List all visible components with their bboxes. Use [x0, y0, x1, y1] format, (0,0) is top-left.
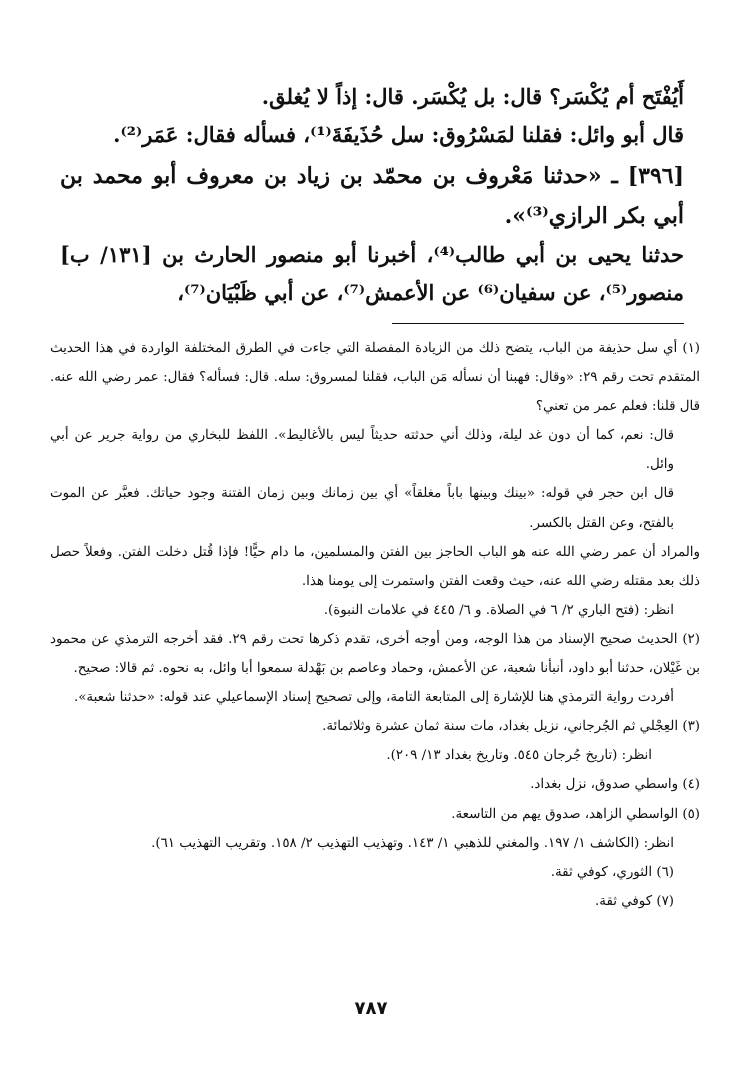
hadith-heading: [٣٩٦] ـ «حدثنا مَعْروف بن محمّد بن زياد بن معروف أبو محمد بن أبي بكر الرازي⁽³⁾».: [60, 163, 684, 229]
main-text: [60, 78, 684, 312]
main-line-2: قال أبو وائل: فقلنا لمَسْرُوق: سل حُذَيفَةَ⁽¹⁾، فسأله فقال: عَمَر⁽²⁾.: [113, 122, 684, 147]
footnote-5: (٥) الواسطي الزاهد، صدوق يهم من التاسعة.: [451, 806, 700, 822]
footnote-1-ibn-hajar: قال ابن حجر في قوله: «بينك وبينها باباً مغلقاً» أي بين زمانك وبين زمان الفتنة وجود حياتك. فعبَّر عن الموت بالفتح، وعن القتل بالكسر.: [50, 486, 674, 531]
footnotes: [50, 334, 700, 916]
footnote-6: (٦) الثوري، كوفي ثقة.: [550, 864, 674, 880]
footnote-2: (٢) الحديث صحيح الإسناد من هذا الوجه، ومن أوجه أخرى، تقدم ذكرها تحت رقم ٢٩. فقد أخرجه الترمذي عن محمود بن غَيْلان، حدثنا أبو داود، أنبأنا شعبة، عن الأعمش، وحماد وعاصم بن بَهْدلة سمعوا أبا وائل، به نحوه. ثم قالا: صحيح.: [50, 631, 700, 677]
footnote-7: (٧) كوفي ثقة.: [595, 893, 674, 909]
footnote-1-cont: قال: نعم، كما أن دون غد ليلة، وذلك أني حدثته حديثاً ليس بالأغاليط». اللفظ للبخاري من رواية جرير عن أبي وائل.: [50, 428, 674, 473]
main-line-1: أَيُفْتَح أم يُكْسَر؟ قال: بل يُكْسَر. قال: إذاً لا يُغلق.: [261, 84, 684, 109]
footnote-1-ref: انظر: (فتح الباري ٢/ ٦ في الصلاة. و ٦/ ٤٤٥ في علامات النبوة).: [323, 602, 674, 618]
footnote-1: (١) أي سل حذيفة من الباب، يتضح ذلك من الزيادة المفصلة التي جاءت في الطرق المختلفة الواردة في هذا الحديث المتقدم تحت رقم ٢٩: «وقال: فهبنا أن نسأله مَن الباب، فقلنا لمسروق: سله. قال: فسأله؟ فقال: عمر رضي الله عنه. قال قلنا: فعلم عمر من تعني؟: [50, 341, 701, 415]
footnote-2-note: أفردت رواية الترمذي هنا للإشارة إلى المتابعة التامة، وإلى تصحيح إسناد الإسماعيلي عند قوله: «حدثنا شعبة».: [73, 690, 674, 706]
footnote-3: (٣) العِجْلي ثم الجُرجاني، نزيل بغداد، مات سنة ثمان عشرة وثلاثمائة.: [322, 719, 700, 735]
footnote-3-ref: انظر: (تاريخ جُرجان ٥٤٥. وتاريخ بغداد ١٣/ ٢٠٩).: [386, 748, 652, 764]
page-number: ٧٨٧: [354, 998, 388, 1019]
main-line-isnad: حدثنا يحيى بن أبي طالب⁽⁴⁾، أخبرنا أبو منصور الحارث بن [١٣١/ ب] منصور⁽⁵⁾، عن سفيان⁽⁶⁾ عن الأعمش⁽⁷⁾، عن أبي ظَبْيَان⁽⁷⁾،: [60, 242, 685, 305]
footnote-separator: [392, 323, 684, 324]
footnote-1-meaning: والمراد أن عمر رضي الله عنه هو الباب الحاجز بين الفتن والمسلمين، ما دام حيًّا! فإذا قُتل دخلت الفتن. وفعلاً حصل ذلك بعد مقتله رضي الله عنه، حيث وقعت الفتن واستمرت إلى يومنا هذا.: [50, 544, 700, 589]
footnote-4: (٤) واسطي صدوق، نزل بغداد.: [530, 777, 700, 793]
footnote-5-ref: انظر: (الكاشف ١/ ١٩٧. والمغني للذهبي ١/ ١٤٣. وتهذيب التهذيب ٢/ ١٥٨. وتقريب التهذيب ٦١).: [151, 835, 674, 851]
